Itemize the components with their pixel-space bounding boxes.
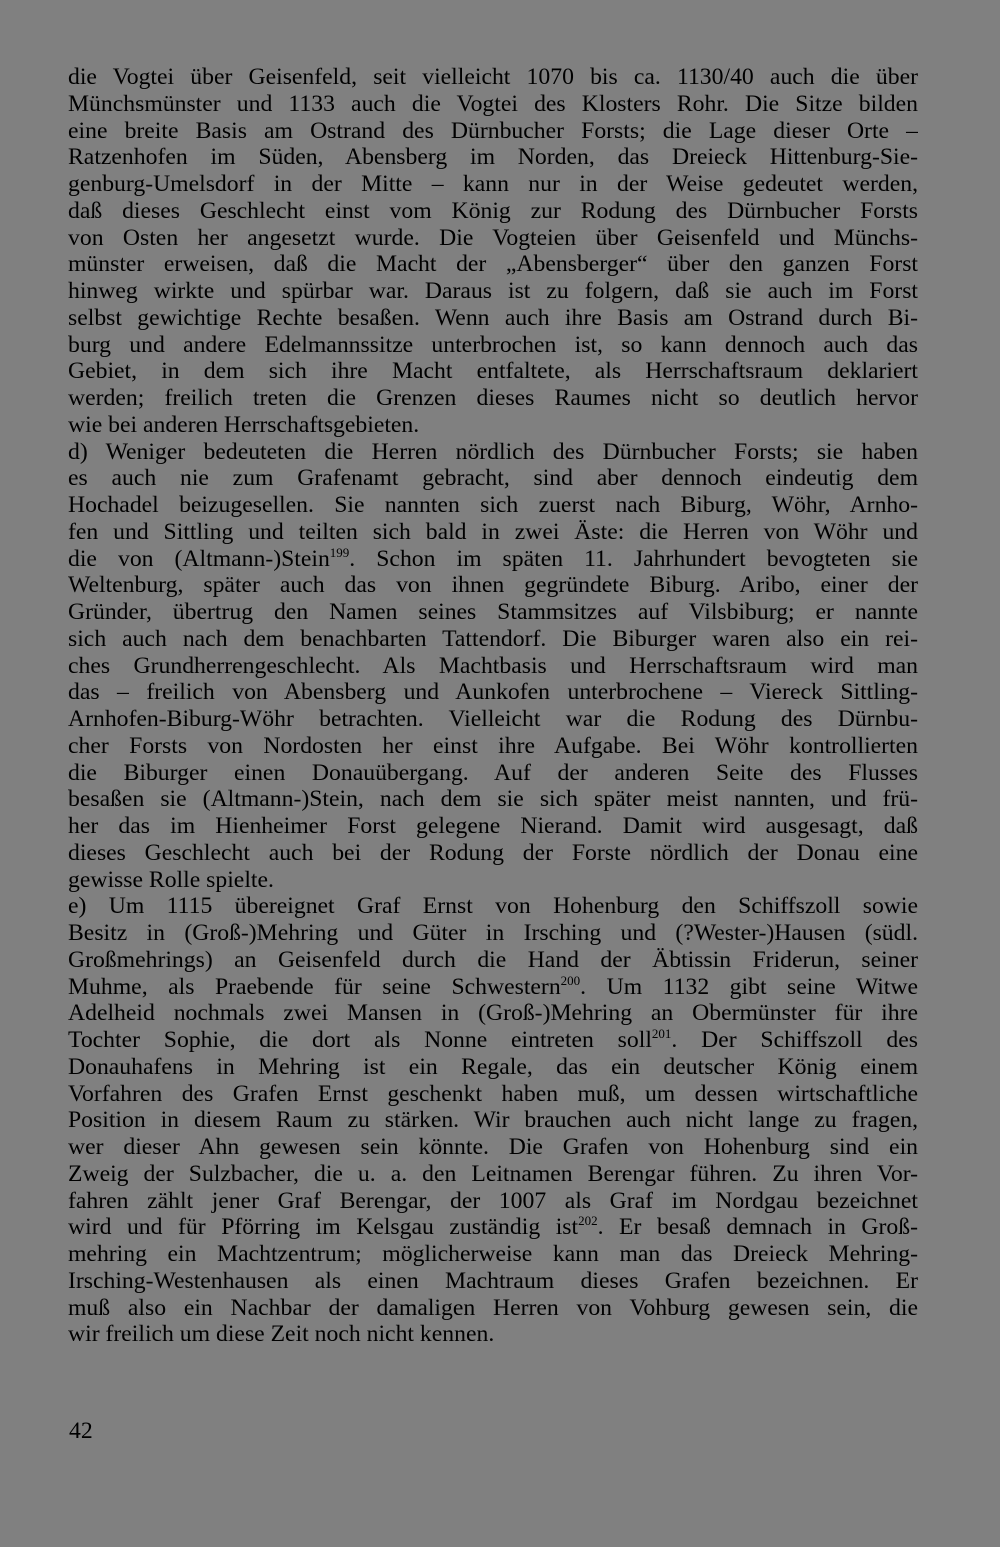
- text-line: fahren zählt jener Graf Berengar, der 1007 als Graf im Nordgau bezeichnet: [68, 1187, 918, 1214]
- text-line: es auch nie zum Grafenamt gebracht, sind aber dennoch eindeutig dem: [68, 465, 918, 492]
- body-text: [68, 64, 918, 1348]
- text-line: münster erweisen, daß die Macht der „Abensberger“ über den ganzen Forst: [68, 251, 918, 278]
- footnote-ref-199: 199: [329, 545, 350, 560]
- text-line: daß dieses Geschlecht einst vom König zur Rodung des Dürnbucher Forsts: [68, 197, 918, 224]
- text-line: cher Forsts von Nordosten her einst ihre Aufgabe. Bei Wöhr kontrollierten: [68, 732, 918, 759]
- text-line: e) Um 1115 übereignet Graf Ernst von Hohenburg den Schiffszoll sowie: [68, 893, 918, 920]
- paragraph-e: [68, 893, 918, 1348]
- text-line: Gebiet, in dem sich ihre Macht entfaltete, als Herrschaftsraum deklariert: [68, 358, 918, 385]
- text-line: wir freilich um diese Zeit noch nicht kennen.: [68, 1321, 495, 1348]
- text-line: her das im Hienheimer Forst gelegene Nierand. Damit wird ausgesagt, daß: [68, 813, 918, 839]
- text-line: Gründer, übertrug den Namen seines Stammsitzes auf Vilsbiburg; er nannte: [68, 599, 918, 625]
- text-line: das – freilich von Abensberg und Aunkofen unterbrochene – Viereck Sittling-: [68, 679, 918, 706]
- paragraph-c: [68, 64, 918, 439]
- footnote-ref-201: 201: [651, 1027, 672, 1041]
- text-segment: . Er besaß demnach in Groß-: [597, 1214, 918, 1241]
- text-line: Großmehrings) an Geisenfeld durch die Hand der Äbtissin Friderun, seiner: [68, 946, 918, 973]
- text-line: Weltenburg, später auch das von ihnen gegründete Biburg. Aribo, einer der: [68, 572, 918, 599]
- text-line: sich auch nach dem benachbarten Tattendorf. Die Biburger waren also ein rei-: [68, 625, 918, 652]
- text-line: Ratzenhofen im Süden, Abensberg im Norden, das Dreieck Hittenburg-Sie-: [68, 144, 918, 171]
- text-line: eine breite Basis am Ostrand des Dürnbucher Forsts; die Lage dieser Orte –: [68, 117, 918, 144]
- text-line: die Biburger einen Donauübergang. Auf der anderen Seite des Flusses: [68, 759, 918, 786]
- text-segment: . Um 1132 gibt seine Witwe: [580, 973, 918, 1000]
- text-line: Adelheid nochmals zwei Mansen in (Groß-)Mehring an Obermünster für ihre: [68, 1000, 918, 1027]
- text-line: Münchsmünster und 1133 auch die Vogtei des Klosters Rohr. Die Sitze bilden: [68, 90, 918, 117]
- text-line: von Osten her angesetzt wurde. Die Vogteien über Geisenfeld und Münchs-: [68, 224, 918, 251]
- footnote-ref-200: 200: [560, 973, 581, 988]
- text-line: muß also ein Nachbar der damaligen Herren von Vohburg gewesen sein, die: [68, 1294, 918, 1321]
- text-line: dieses Geschlecht auch bei der Rodung der Forste nördlich der Donau eine: [68, 839, 918, 866]
- text-line: Besitz in (Groß-)Mehring und Güter in Irsching und (?Wester-)Hausen (südl.: [68, 920, 918, 946]
- page-number: 42: [69, 1418, 93, 1444]
- text-line: Zweig der Sulzbacher, die u. a. den Leitnamen Berengar führen. Zu ihren Vor-: [68, 1160, 918, 1187]
- text-line: besaßen sie (Altmann-)Stein, nach dem sie sich später meist nannten, und frü-: [68, 786, 918, 813]
- text-line: selbst gewichtige Rechte besaßen. Wenn auch ihre Basis am Ostrand durch Bi-: [68, 304, 918, 331]
- text-line: ches Grundherrengeschlecht. Als Machtbasis und Herrschaftsraum wird man: [68, 652, 918, 679]
- text-line: Position in diesem Raum zu stärken. Wir brauchen auch nicht lange zu fragen,: [68, 1107, 918, 1134]
- text-line: d) Weniger bedeuteten die Herren nördlich des Dürnbucher Forsts; sie haben: [68, 438, 918, 465]
- text-line: werden; freilich treten die Grenzen dieses Raumes nicht so deutlich hervor: [68, 385, 918, 411]
- text-line: genburg-Umelsdorf in der Mitte – kann nur in der Weise gedeutet werden,: [68, 171, 918, 197]
- text-line: burg und andere Edelmannssitze unterbrochen ist, so kann dennoch auch das: [68, 331, 918, 358]
- text-segment: . Der Schiffszoll des: [671, 1027, 918, 1053]
- text-segment: Tochter Sophie, die dort als Nonne eintreten soll: [68, 1027, 652, 1053]
- text-line: Hochadel beizugesellen. Sie nannten sich zuerst nach Biburg, Wöhr, Arnho-: [68, 492, 918, 518]
- text-segment: . Schon im späten 11. Jahrhundert bevogteten sie: [349, 545, 918, 572]
- text-segment: wird und für Pförring im Kelsgau zuständig ist: [68, 1214, 579, 1241]
- text-segment: die von (Altmann-)Stein: [68, 545, 330, 572]
- text-line: wer dieser Ahn gewesen sein könnte. Die Grafen von Hohenburg sind ein: [68, 1134, 918, 1160]
- paragraph-d: [68, 439, 918, 894]
- text-line: fen und Sittling und teilten sich bald in zwei Äste: die Herren von Wöhr und: [68, 518, 918, 545]
- text-line-with-footnote: [68, 1027, 918, 1054]
- text-line: mehring ein Machtzentrum; möglicherweise kann man das Dreieck Mehring-: [68, 1241, 918, 1267]
- text-line: Vorfahren des Grafen Ernst geschenkt haben muß, um dessen wirtschaftliche: [68, 1080, 918, 1107]
- text-line-with-footnote: [68, 974, 918, 1001]
- text-line: gewisse Rolle spielte.: [68, 866, 274, 893]
- text-segment: Muhme, als Praebende für seine Schwestern: [68, 973, 561, 1000]
- text-line: wie bei anderen Herrschaftsgebieten.: [68, 411, 420, 438]
- text-line: Arnhofen-Biburg-Wöhr betrachten. Vielleicht war die Rodung des Dürnbu-: [68, 706, 918, 732]
- text-line: Irsching-Westenhausen als einen Machtraum dieses Grafen bezeichnen. Er: [68, 1267, 918, 1294]
- text-line: hinweg wirkte und spürbar war. Daraus ist zu folgern, daß sie auch im Forst: [68, 278, 918, 304]
- text-line: Donauhafens in Mehring ist ein Regale, das ein deutscher König einem: [68, 1053, 918, 1080]
- text-line-with-footnote: [68, 1214, 918, 1241]
- text-line-with-footnote: [68, 546, 918, 573]
- text-line: die Vogtei über Geisenfeld, seit vielleicht 1070 bis ca. 1130/40 auch die über: [68, 64, 918, 90]
- footnote-ref-202: 202: [578, 1214, 598, 1229]
